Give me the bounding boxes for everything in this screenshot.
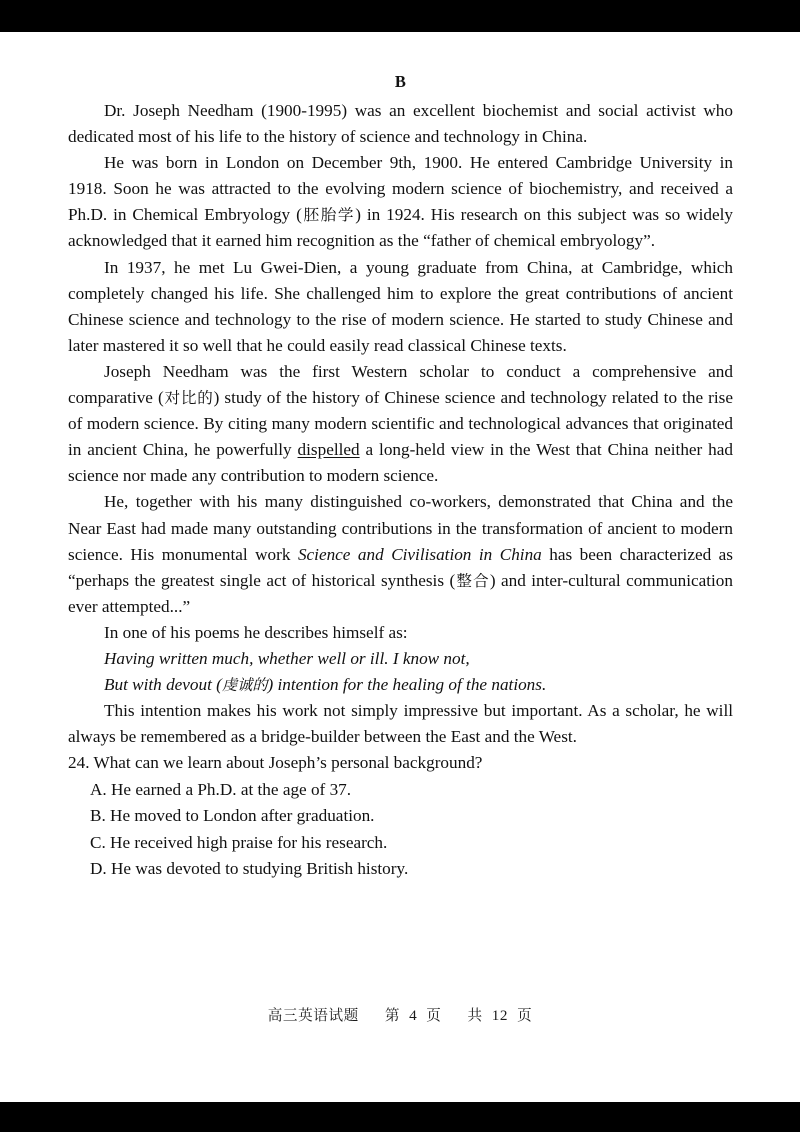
gloss-synthesis-cjk: 整合	[455, 571, 490, 590]
paragraph-2-text-b: ) in 1924. His research on this subject was so widely acknowledged that it earned him recognition as the “father of chemical embryology”.	[68, 205, 733, 251]
scan-edge-bottom	[0, 1102, 800, 1132]
paragraph-4	[68, 359, 733, 489]
paragraph-6-poem-intro	[68, 620, 733, 646]
paragraph-2-text-a: He was born in London on December 9th, 1900. He entered Cambridge University in 1918. Soon he was attracted to the evolving modern science of biochemistry, and received a Ph.D. in Chemical Embryology (	[68, 153, 733, 225]
paragraph-3-text: In 1937, he met Lu Gwei-Dien, a young graduate from China, at Cambridge, which completely changed his life. She challenged him to explore the great contributions of ancient Chinese science and technology to the rise of modern science. He started to study Chinese and later mastered it so well that he could easily read classical Chinese texts.	[68, 257, 733, 355]
paragraph-closing	[68, 698, 733, 750]
footer-total-prefix: 共	[467, 1007, 483, 1024]
option-b-text: B. He moved to London after graduation.	[90, 806, 375, 826]
option-c-text: C. He received high praise for his research.	[90, 832, 388, 852]
paragraph-1-text: Dr. Joseph Needham (1900-1995) was an excellent biochemist and social activist who dedicated most of his life to the history of science and technology in China.	[68, 101, 733, 147]
paragraph-5	[68, 489, 733, 619]
poem-line-1-text: Having written much, whether well or ill. I know not,	[104, 648, 470, 668]
paragraph-4-text-b: ) study of the history of Chinese science and technology related to the rise of modern science. By citing many modern scientific and technological advances that originated in ancient China, he powerfully	[68, 388, 733, 460]
underlined-word-dispelled: dispelled	[297, 440, 360, 460]
paragraph-5-text-a: He, together with his many distinguished co-workers, demonstrated that China and the Near East had made many outstanding contributions in the transformation of ancient to modern science. His monumental work	[68, 492, 733, 564]
footer-exam-title: 高三英语试题	[267, 1007, 359, 1024]
paragraph-1	[68, 98, 733, 150]
option-a-text: A. He earned a Ph.D. at the age of 37.	[90, 779, 352, 799]
paragraph-4-text-c: a long-held view in the West that China neither had science nor made any contribution to modern science.	[68, 440, 733, 486]
scan-edge-top	[0, 0, 800, 32]
paragraph-6-text: In one of his poems he describes himself as:	[104, 622, 408, 642]
question-24-option-c[interactable]	[68, 830, 733, 856]
paragraph-3	[68, 255, 733, 359]
paragraph-4-text-a: Joseph Needham was the first Western scholar to conduct a comprehensive and comparative (	[68, 361, 733, 408]
gloss-devout-cjk: 虔诚的	[221, 676, 268, 695]
poem-line-2-text-a: But with devout (	[104, 675, 222, 695]
poem-line-2-text-b: ) intention for the healing of the nations.	[267, 675, 547, 695]
gloss-embryology-cjk: 胚胎学	[301, 206, 356, 225]
question-24-option-b[interactable]	[68, 803, 733, 829]
option-d-text: D. He was devoted to studying British history.	[90, 858, 409, 878]
paragraph-5-text-c: ) and inter-cultural communication ever attempted...”	[68, 570, 733, 616]
question-24-text: 24. What can we learn about Joseph’s personal background?	[68, 753, 483, 773]
page-footer	[0, 1004, 800, 1025]
poem-line-1	[68, 646, 733, 672]
footer-page-prefix: 第	[384, 1007, 401, 1024]
poem-line-2	[68, 672, 733, 698]
section-letter-heading: B	[394, 72, 407, 91]
book-title-italic: Science and Civilisation in China	[297, 544, 542, 564]
page-content	[68, 72, 733, 882]
footer-total-suffix: 页	[517, 1007, 533, 1024]
question-24	[68, 750, 733, 776]
question-24-option-a[interactable]	[68, 777, 733, 803]
gloss-comparative-cjk: 对比的	[163, 389, 214, 408]
paragraph-closing-text: This intention makes his work not simply impressive but important. As a scholar, he will always be remembered as a bridge-builder between the East and the West.	[68, 701, 733, 747]
question-24-option-d[interactable]	[68, 856, 733, 882]
footer-page-number: 4	[409, 1007, 418, 1024]
document-page	[0, 32, 800, 1102]
footer-page-suffix: 页	[426, 1007, 442, 1024]
paragraph-2	[68, 150, 733, 254]
paragraph-5-text-b: has been characterized as “perhaps the greatest single act of historical synthesis (	[68, 544, 733, 590]
footer-total-pages: 12	[491, 1007, 509, 1024]
